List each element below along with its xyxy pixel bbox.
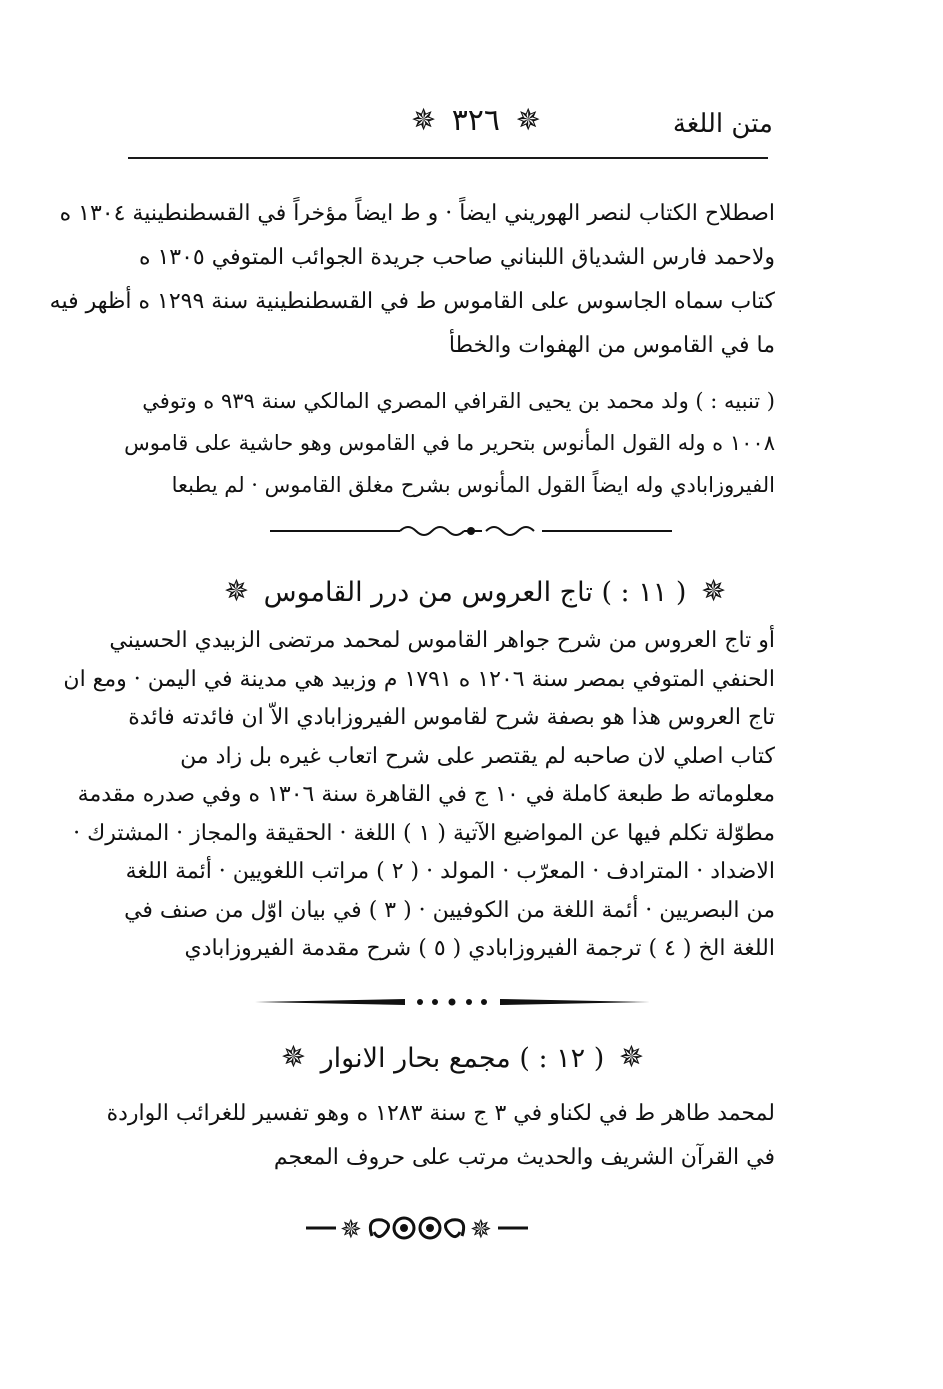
- section-12-body: [106, 1092, 775, 1180]
- svg-text:✵: ✵: [340, 1215, 362, 1245]
- section-12-title: ( ١٢ : ) مجمع بحار الانوار: [320, 1043, 605, 1074]
- page-number-group: [405, 103, 547, 138]
- text-line: اللغة الخ ( ٤ ) ترجمة الفيروزابادي ( ٥ ) شرح مقدمة الفيروزابادي: [184, 936, 775, 961]
- text-line: لمحمد طاهر ط في لكناو في ٣ ج سنة ١٢٨٣ ه وهو تفسير للغرائب الواردة: [106, 1101, 775, 1126]
- text-line: الفيروزابادي وله ايضاً القول المأنوس بشرح مغلق القاموس · لم يطبعا: [171, 473, 775, 497]
- end-ornament: [306, 1206, 528, 1250]
- note-paragraph: [125, 380, 775, 506]
- ornament-star-icon: ✵: [515, 103, 541, 138]
- page-header: [125, 95, 773, 155]
- section-11-title: ( ١١ : ) تاج العروس من درر القاموس: [263, 577, 687, 608]
- text-line: معلوماته ط طبعة كاملة في ١٠ ج في القاهرة سنة ١٣٠٦ ه وفي صدره مقدمة: [77, 782, 775, 807]
- text-line: كتاب سماه الجاسوس على القاموس ط في القسطنطينية سنة ١٢٩٩ ه أظهر فيه: [49, 289, 775, 314]
- section-divider: [255, 994, 650, 1010]
- ornament-star-icon: ✵: [618, 1040, 644, 1075]
- ornament-star-icon: ✵: [411, 103, 437, 138]
- ornament-star-icon: ✵: [223, 574, 250, 609]
- text-line: اصطلاح الكتاب لنصر الهوريني ايضاً · و ط ايضاً مؤخراً في القسطنطينية ١٣٠٤ ه: [59, 201, 775, 226]
- running-title: متن اللغة: [672, 109, 773, 139]
- text-line: ما في القاموس من الهفوات والخطأ: [448, 333, 775, 358]
- text-line: تاج العروس هذا هو بصفة شرح لقاموس الفيروزابادي الاّ ان فائدته فائدة: [128, 705, 775, 730]
- text-line: في القرآن الشريف والحديث مرتب على حروف المعجم: [273, 1145, 775, 1170]
- text-line: من البصريين · أئمة اللغة من الكوفيين · ( ٣ ) في بيان اوّل من صنف في: [124, 897, 775, 923]
- ornament-star-icon: ✵: [280, 1040, 306, 1075]
- text-line: الاضداد · المترادف · المعرّب · المولد · ( ٢ ) مراتب اللغويين · أئمة اللغة: [125, 859, 775, 884]
- text-line: ١٠٠٨ ه وله القول المأنوس بتحرير ما في القاموس وهو حاشية على قاموس: [124, 431, 775, 455]
- section-11-body: [63, 622, 775, 969]
- text-line: مطوّلة تكلم فيها عن المواضيع الآتية ( ١ ) اللغة · الحقيقة والمجاز · المشترك ·: [73, 820, 775, 846]
- svg-text:✵: ✵: [470, 1215, 492, 1245]
- header-rule: [128, 157, 768, 159]
- text-line: ولاحمد فارس الشدياق اللبناني صاحب جريدة الجوائب المتوفي ١٣٠٥ ه: [138, 245, 775, 270]
- text-line: كتاب اصلي لان صاحبه لم يقتصر على شرح اتعاب غيره بل زاد من: [180, 743, 775, 769]
- section-11-heading: [170, 574, 780, 609]
- page-number: ٣٢٦: [451, 103, 501, 138]
- text-line: أو تاج العروس من شرح جواهر القاموس لمحمد مرتضى الزبيدي الحسيني: [109, 628, 775, 653]
- section-divider: [270, 520, 672, 542]
- ornament-star-icon: ✵: [700, 574, 727, 609]
- section-12-heading: [280, 1040, 650, 1075]
- text-line: الحنفي المتوفي بمصر سنة ١٢٠٦ ه ١٧٩١ م وزبيد هي مدينة في اليمن · ومع ان: [63, 666, 775, 692]
- text-line: ( تنبيه : ) ولد محمد بن يحيى القرافي المصري المالكي سنة ٩٣٩ ه وتوفي: [142, 389, 775, 413]
- paragraph-1: [49, 192, 775, 368]
